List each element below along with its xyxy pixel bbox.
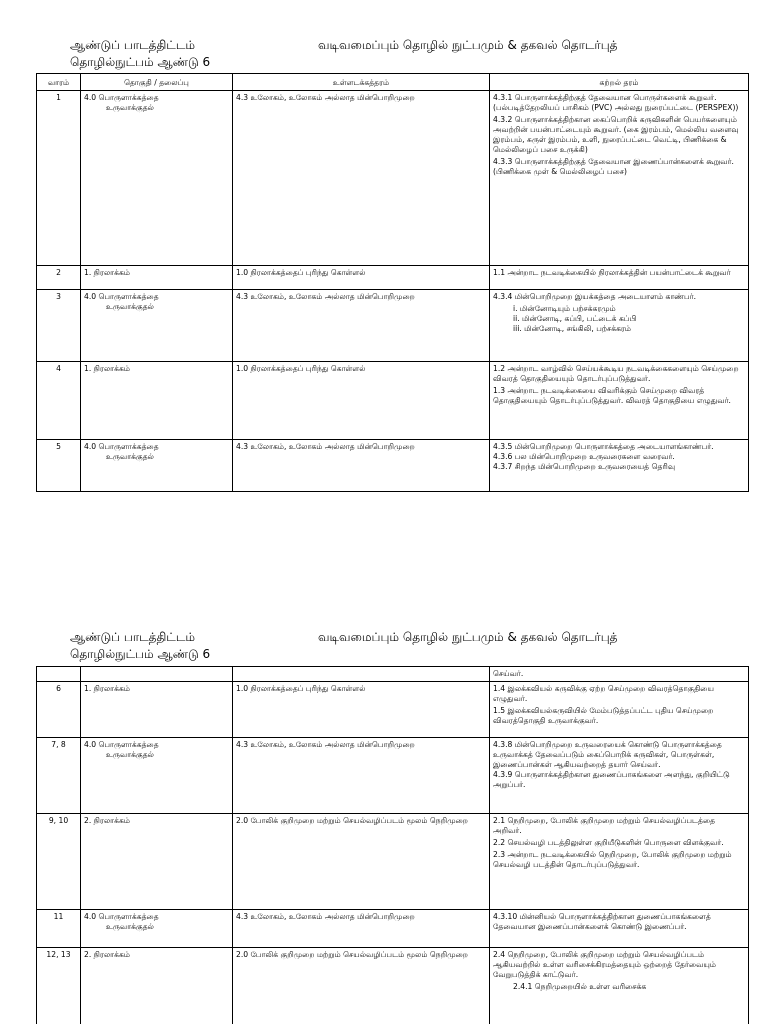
learning-standard: 2.1 நெறிமுறை, போலிக் குறிமுறை மற்றும் செயல்வழிப்படத்தை அறிவர். xyxy=(493,816,716,835)
learning-standard: 2.2 செயல்வழி படத்திலுள்ள குறியீடுகளின் பொருளை விளக்குவர். xyxy=(493,838,724,847)
week-cell xyxy=(37,667,81,682)
learning-standard: 2.4 நெறிமுறை, போலிக் குறிமுறை மற்றும் செயல்வழிப்படம் ஆகியவற்றில் உள்ள வரிசைக்கிரமத்தையும் ஒற்றைத் தேர்வையும் வேறுபடுத்திக் காட்டுவர். xyxy=(493,950,717,979)
week-cell: 12, 13 xyxy=(37,948,81,1024)
sub-list-item: 2.4.1 நெறிமுறையில் உள்ள வரிசைக்க xyxy=(513,982,647,991)
column-header-topic: தொகுதி / தலைப்பு xyxy=(81,74,233,91)
content-cell: 4.3 உலோகம், உலோகம் அல்லாத மின்பொறிமுறை xyxy=(233,440,490,492)
week-cell: 1 xyxy=(37,91,81,266)
subject-title: வடிவமைப்பும் தொழில் நுட்பமும் & தகவல் தொடர்புத் xyxy=(318,38,618,52)
learning-cell: 1.1 அன்றாட நடவடிக்கையில் நிரலாக்கத்தின் பயன்பாட்டைக் கூறுவர் xyxy=(490,266,749,290)
week-cell: 3 xyxy=(37,290,81,362)
learning-standard: 1.2 அன்றாட வாழ்வில் செய்யக்கூடிய நடவடிக்கைகளையும் செய்முறை விவரத் தொகுதியையும் தொடர்புப்படுத்துவர். xyxy=(493,364,739,383)
table-row xyxy=(37,362,749,440)
content-cell: 1.0 நிரலாக்கத்தைப் புரிந்து கொள்ளல் xyxy=(233,362,490,440)
topic-text-cont: உருவாக்குதல் xyxy=(106,302,154,311)
topic-text: 4.0 பொருளாக்கத்தை xyxy=(84,442,159,451)
table-row xyxy=(37,738,749,814)
page-header xyxy=(0,600,768,670)
plan-title: ஆண்டுப் பாடத்திட்டம் xyxy=(70,630,196,644)
topic-cell xyxy=(81,910,233,948)
learning-cell xyxy=(490,91,749,266)
content-cell xyxy=(233,667,490,682)
content-cell: 2.0 போலிக் குறிமுறை மற்றும் செயல்வழிப்படம் மூலம் நெறிமுறை xyxy=(233,948,490,1024)
topic-text-cont: உருவாக்குதல் xyxy=(106,750,154,759)
topic-text-cont: உருவாக்குதல் xyxy=(106,452,154,461)
content-cell: 4.3 உலோகம், உலோகம் அல்லாத மின்பொறிமுறை xyxy=(233,91,490,266)
topic-cell: 1. நிரலாக்கம் xyxy=(81,362,233,440)
topic-cell: 2. நிரலாக்கம் xyxy=(81,814,233,910)
learning-standard: 4.3.9 பொருளாக்கத்திற்கான துணைப்பாகங்களை அளந்து, குறியிட்டு அறுப்பர். xyxy=(493,770,730,789)
learning-cell xyxy=(490,362,749,440)
learning-standard: 1.5 இலக்கவியல்கருவியில் மேம்படுத்தப்பட்ட புதிய செய்முறை விவரத்தொகுதி உருவாக்குவர். xyxy=(493,706,714,725)
learning-cell xyxy=(490,290,749,362)
page-header xyxy=(0,0,768,70)
table-row xyxy=(37,91,749,266)
table-row xyxy=(37,440,749,492)
learning-cell: 4.3.10 மின்னியல் பொருளாக்கத்திற்கான துணைப்பாகங்களைத் தேவையான இணைப்பான்களைக் கொண்டு இணைப்பர். xyxy=(490,910,749,948)
scheme-table xyxy=(36,73,749,492)
learning-standard: 4.3.1 பொருளாக்கத்திற்குத் தேவையான பொருள்களைக் கூறுவர். (பல்படித்தேறலியப் பாசிகம் (PVC) அல்லது நுரைப்பட்டை (PERSPEX)) xyxy=(493,93,739,112)
subject-title: வடிவமைப்பும் தொழில் நுட்பமும் & தகவல் தொடர்புத் xyxy=(318,630,618,644)
topic-text-cont: உருவாக்குதல் xyxy=(106,103,154,112)
sub-list-item: i. மின்னோடியும் பற்சக்கரமும் xyxy=(513,304,616,313)
learning-cell xyxy=(490,440,749,492)
content-cell: 4.3 உலோகம், உலோகம் அல்லாத மின்பொறிமுறை xyxy=(233,738,490,814)
topic-cell xyxy=(81,440,233,492)
learning-standard: 4.3.4 மின்பொறிமுறை இயக்கத்தை அடையாளம் காண்பர். xyxy=(493,292,696,301)
content-cell: 4.3 உலோகம், உலோகம் அல்லாத மின்பொறிமுறை xyxy=(233,290,490,362)
column-header-week: வாரம் xyxy=(37,74,81,91)
learning-standard: 2.3 அன்றாட நடவடிக்கையில் நெறிமுறை, போலிக் குறிமுறை மற்றும் செயல்வழி படத்தின் தொடர்புப்படுத்துவர். xyxy=(493,850,732,869)
learning-standard: 4.3.6 பல மின்பொறிமுறை உருவரைகளை வரைவர். xyxy=(493,452,675,461)
plan-title: ஆண்டுப் பாடத்திட்டம் xyxy=(70,38,196,52)
week-cell: 2 xyxy=(37,266,81,290)
learning-standard: 4.3.3 பொருளாக்கத்திற்குத் தேவையான இணைப்பான்களைக் கூறுவர். (பிணிக்கை முள் & மெல்லிழைப் பசை) xyxy=(493,157,734,176)
sub-list-item: ii. மின்னோடி, கப்பி, பட்டைக் கப்பி xyxy=(513,314,637,323)
learning-standard: 4.3.2 பொருளாக்கத்திற்கான கைப்பொறிக் கருவிகளின் பெயர்களையும் அவற்றின் பயன்பாட்டையும் கூறுவர். (கை இரம்பம், மெல்லிய வளைவு இரம்பம், சுருள் இரம்பம், உளி, நுரைப்பட்டை வெட்டி, பிணிக்கை & மெல்லிழைப் பசை உருக்கி) xyxy=(493,115,739,154)
table-row xyxy=(37,682,749,738)
table-row xyxy=(37,948,749,1024)
topic-text: 4.0 பொருளாக்கத்தை xyxy=(84,740,159,749)
table-row xyxy=(37,910,749,948)
topic-cell xyxy=(81,91,233,266)
week-cell: 9, 10 xyxy=(37,814,81,910)
scheme-table xyxy=(36,666,749,1024)
learning-cell xyxy=(490,738,749,814)
week-cell: 6 xyxy=(37,682,81,738)
topic-text: 4.0 பொருளாக்கத்தை xyxy=(84,292,159,301)
content-cell: 1.0 நிரலாக்கத்தைப் புரிந்து கொள்ளல் xyxy=(233,266,490,290)
content-cell: 4.3 உலோகம், உலோகம் அல்லாத மின்பொறிமுறை xyxy=(233,910,490,948)
learning-standard: 1.3 அன்றாட நடவடிக்கையை விவரிக்கும் செய்முறை விவரத் தொகுதியையும் தொடர்புப்படுத்துவர். விவரத் தொகுதியை எழுதுவர். xyxy=(493,386,731,405)
table-row xyxy=(37,266,749,290)
year-title: தொழில்நுட்பம் ஆண்டு 6 xyxy=(70,55,211,69)
learning-cell: செய்வர். xyxy=(490,667,749,682)
table-row xyxy=(37,814,749,910)
topic-text-cont: உருவாக்குதல் xyxy=(106,922,154,931)
learning-standard: 4.3.7 சிறந்த மின்பொறிமுறை உருவரையைத் தெரிவு xyxy=(493,462,676,471)
content-cell: 1.0 நிரலாக்கத்தைப் புரிந்து கொள்ளல் xyxy=(233,682,490,738)
content-cell: 2.0 போலிக் குறிமுறை மற்றும் செயல்வழிப்படம் மூலம் நெறிமுறை xyxy=(233,814,490,910)
column-header-content: உள்ளடக்கத்தரம் xyxy=(233,74,490,91)
topic-cell xyxy=(81,667,233,682)
learning-cell xyxy=(490,814,749,910)
topic-text: 4.0 பொருளாக்கத்தை xyxy=(84,93,159,102)
table-row xyxy=(37,667,749,682)
topic-cell: 2. நிரலாக்கம் xyxy=(81,948,233,1024)
week-cell: 11 xyxy=(37,910,81,948)
learning-standard: 4.3.5 மின்பொறிமுறை பொருளாக்கத்தை அடையாளங்காண்பர். xyxy=(493,442,714,451)
topic-cell: 1. நிரலாக்கம் xyxy=(81,266,233,290)
topic-text: 4.0 பொருளாக்கத்தை xyxy=(84,912,159,921)
year-title: தொழில்நுட்பம் ஆண்டு 6 xyxy=(70,647,211,661)
learning-cell xyxy=(490,948,749,1024)
table-row xyxy=(37,290,749,362)
week-cell: 7, 8 xyxy=(37,738,81,814)
column-header-learning: கற்றல் தரம் xyxy=(490,74,749,91)
topic-cell xyxy=(81,738,233,814)
page-2 xyxy=(0,600,768,1024)
learning-standard: 1.4 இலக்கவியல் கருவிக்கு ஏற்ற செய்முறை விவரத்தொகுதியை எழுதுவர். xyxy=(493,684,714,703)
week-cell: 4 xyxy=(37,362,81,440)
sub-list-item: iii. மின்னோடி, சங்கிலி, பற்சக்கரம் xyxy=(513,324,632,333)
topic-cell xyxy=(81,290,233,362)
week-cell: 5 xyxy=(37,440,81,492)
learning-standard: 4.3.8 மின்பொறிமுறை உருவரையைக் கொண்டு பொருளாக்கத்தை உருவாக்கத் தேவைப்படும் கைப்பொறிக் கருவிகள், பொருள்கள், இணைப்பான்கள் ஆகியவற்றைத் தயார் செய்வர். xyxy=(493,740,722,769)
learning-cell xyxy=(490,682,749,738)
topic-cell: 1. நிரலாக்கம் xyxy=(81,682,233,738)
table-header-row xyxy=(37,74,749,91)
